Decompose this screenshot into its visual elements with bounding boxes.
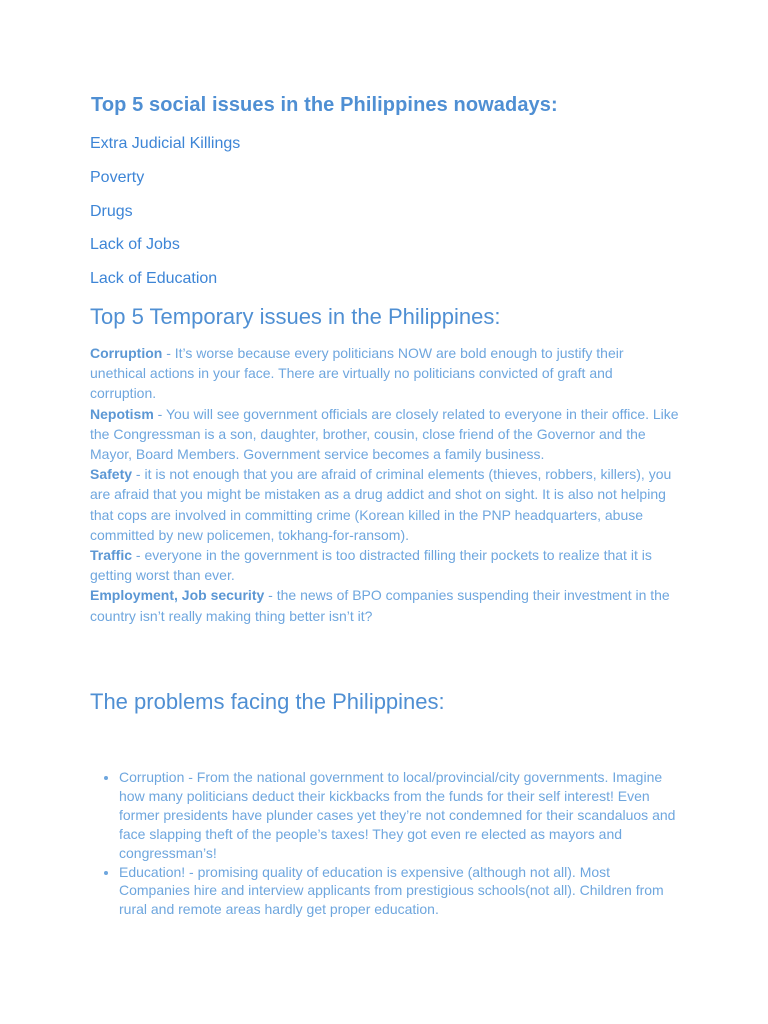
bullet-item: • Education! - promising quality of education is expensive (although not all). Most Companies hire and interview applicants from prestigious schools(not all). Children from rural and remote areas hardly get proper education. <box>119 863 679 920</box>
list-item: Drugs <box>90 202 133 220</box>
issue-entry <box>90 464 680 545</box>
problems-heading: The problems facing the Philippines: <box>90 689 445 714</box>
issue-entry <box>90 343 680 404</box>
temporary-issues-heading: Top 5 Temporary issues in the Philippines: <box>90 304 501 329</box>
issue-text: - the news of BPO companies suspending their investment in the country isn’t really making thing better isn’t it? <box>90 587 670 624</box>
list-item: Lack of Education <box>90 270 218 288</box>
problems-bullet-list <box>100 768 679 919</box>
list-item: Lack of Jobs <box>90 236 180 254</box>
issue-text: - everyone in the government is too distracted filling their pockets to realize that it is getting worst than ever. <box>90 547 652 584</box>
list-item: Poverty <box>90 168 145 186</box>
issue-term: Nepotism <box>90 405 154 422</box>
list-item: Extra Judicial Killings <box>90 135 241 152</box>
issue-term: Employment, Job security <box>90 587 265 604</box>
issue-text: - You will see government officials are closely related to everyone in their office. Like the Congressman is a son, daughter, brother, cousin, close friend of the Governor and the Mayor, Board Members. Government service becomes a family business. <box>90 405 679 463</box>
social-issues-heading: Top 5 social issues in the Philippines nowadays: <box>91 94 558 116</box>
issue-term: Traffic <box>90 547 133 564</box>
social-issues-list <box>90 133 240 302</box>
bullet-item: • Corruption - From the national government to local/provincial/city governments. Imagine how many politicians deduct their kickbacks from the funds for their self interest! Even former presidents have plunder cases yet they’re not condemned for their scandaluos and face slapping theft of the people’s taxes! They got even re elected as mayors and congressman’s! <box>119 768 679 863</box>
issue-text: - It’s worse because every politicians NOW are bold enough to justify their unethical actions in your face. There are virtually no politicians convicted of graft and corruption. <box>90 345 624 402</box>
issue-entry <box>90 545 680 585</box>
issue-term: Corruption <box>90 345 163 361</box>
issue-term: Safety <box>90 466 133 483</box>
issue-text: - it is not enough that you are afraid of criminal elements (thieves, robbers, killers), you are afraid that you might be mistaken as a drug addict and shot on sight. It is also not helping that cops are involved in committing crime (Korean killed in the PNP headquarters, abuse committed by new policemen, tokhang-for-ransom). <box>90 466 672 543</box>
temporary-issues-list <box>90 343 680 626</box>
issue-entry <box>90 585 680 625</box>
issue-entry <box>90 404 680 465</box>
